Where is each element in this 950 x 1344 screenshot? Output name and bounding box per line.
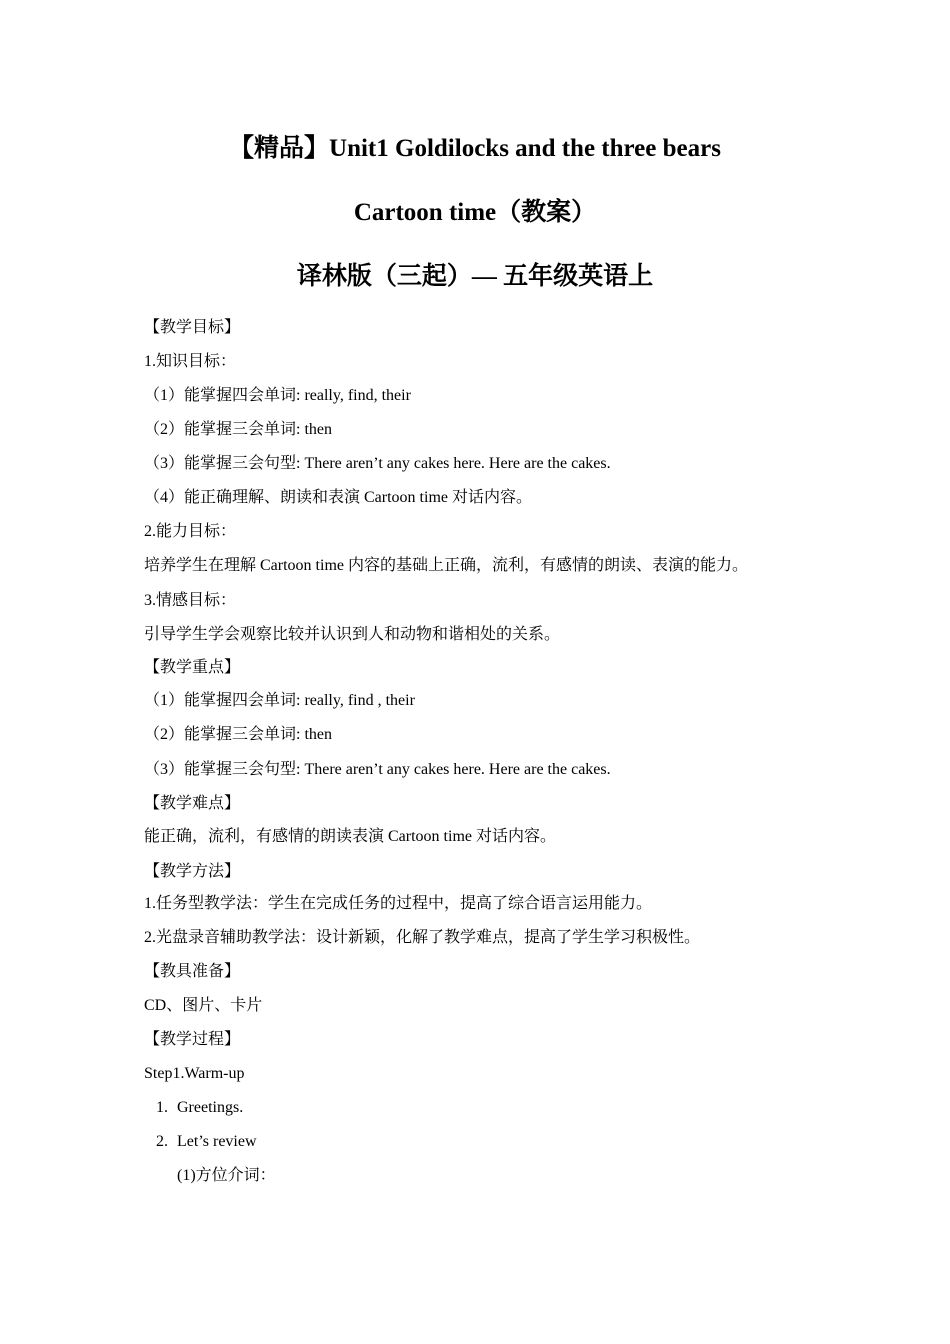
knowledge-objective-heading: 1.知识目标：: [144, 353, 237, 370]
ability-objective-text: 培养学生在理解 Cartoon time 内容的基础上正确，流利，有感情的朗读、表演的能力。: [144, 557, 748, 574]
list-item-number: 1.: [156, 1099, 168, 1116]
process-list-item: [144, 1097, 243, 1119]
process-step-title: Step1.Warm-up: [144, 1065, 245, 1082]
knowledge-item: （4）能正确理解、朗读和表演 Cartoon time 对话内容。: [144, 489, 532, 506]
ability-objective-heading: 2.能力目标：: [144, 523, 237, 540]
document-title-line2: Cartoon time（教案）: [353, 199, 597, 226]
process-list-item: [144, 1131, 257, 1153]
materials-text: CD、图片、卡片: [144, 997, 263, 1014]
process-sub-item: (1)方位介词：: [177, 1167, 276, 1184]
list-item-text: Let’s review: [177, 1133, 257, 1150]
section-heading-process: 【教学过程】: [144, 1031, 241, 1048]
knowledge-item: （3）能掌握三会句型: There aren’t any cakes here. Here are the cakes.: [144, 455, 611, 472]
section-heading-methods: 【教学方法】: [144, 863, 241, 880]
knowledge-item: （1）能掌握四会单词: really, find, their: [144, 387, 411, 404]
document-title-line1: 【精品】Unit1 Goldilocks and the three bears: [229, 135, 721, 162]
section-heading-objectives: 【教学目标】: [144, 319, 241, 336]
key-point-item: （2）能掌握三会单词: then: [144, 726, 332, 743]
knowledge-item: （2）能掌握三会单词: then: [144, 421, 332, 438]
method-item: 1.任务型教学法：学生在完成任务的过程中，提高了综合语言运用能力。: [144, 895, 653, 912]
method-item: 2.光盘录音辅助教学法：设计新颖，化解了教学难点，提高了学生学习积极性。: [144, 929, 701, 946]
section-heading-key-points: 【教学重点】: [144, 659, 241, 676]
document-title-line3: 译林版（三起）— 五年级英语上: [296, 263, 654, 290]
list-item-text: Greetings.: [177, 1099, 244, 1116]
emotion-objective-heading: 3.情感目标：: [144, 592, 237, 609]
section-heading-difficulties: 【教学难点】: [144, 795, 241, 812]
difficulties-text: 能正确，流利，有感情的朗读表演 Cartoon time 对话内容。: [144, 828, 556, 845]
emotion-objective-text: 引导学生学会观察比较并认识到人和动物和谐相处的关系。: [144, 626, 561, 643]
key-point-item: （3）能掌握三会句型: There aren’t any cakes here. Here are the cakes.: [144, 761, 611, 778]
key-point-item: （1）能掌握四会单词: really, find , their: [144, 692, 415, 709]
list-item-number: 2.: [156, 1133, 168, 1150]
section-heading-materials: 【教具准备】: [144, 963, 241, 980]
